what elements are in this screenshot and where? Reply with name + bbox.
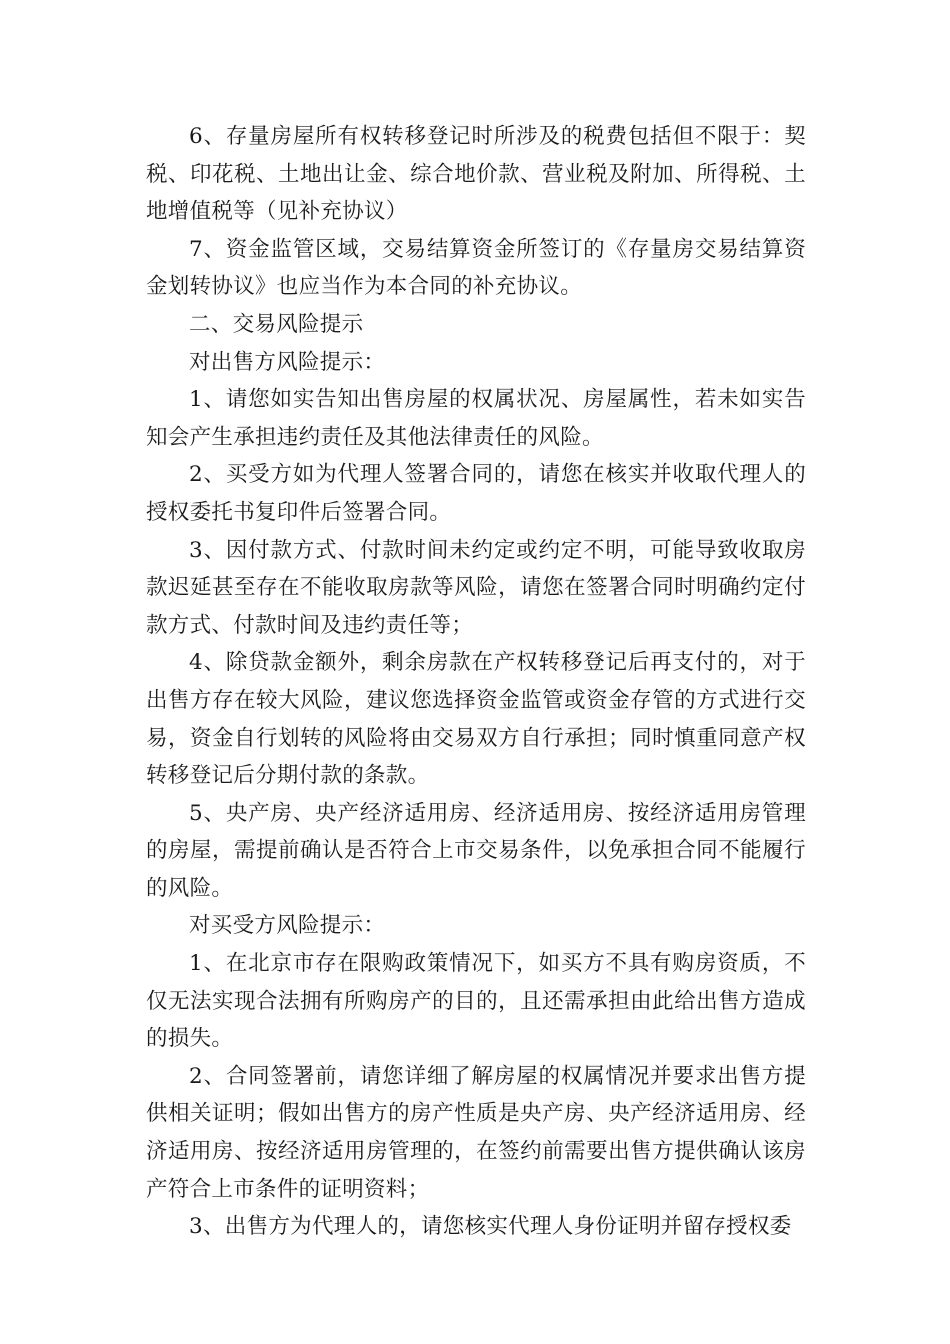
subheading-buyer-risk: 对买受方风险提示： <box>189 913 386 939</box>
buyer-risk-item-1: 1、在北京市存在限购政策情况下，如买方不具有购房资质，不仅无法实现合法拥有所购房产的目的，且还需承担由此给出售方造成的损失。 <box>146 951 806 1052</box>
paragraph-tax-clause: 6、存量房屋所有权转移登记时所涉及的税费包括但不限于：契税、印花税、土地出让金、综合地价款、营业税及附加、所得税、土地增值税等（见补充协议） <box>146 124 806 225</box>
seller-risk-item-4: 4、除贷款金额外，剩余房款在产权转移登记后再支付的，对于出售方存在较大风险，建议您选择资金监管或资金存管的方式进行交易，资金自行划转的风险将由交易双方自行承担；同时慎重同意产权转移登记后分期付款的条款。 <box>146 650 806 789</box>
subheading-seller-risk: 对出售方风险提示： <box>189 349 386 375</box>
document-body <box>146 118 806 1246</box>
seller-risk-item-3: 3、因付款方式、付款时间未约定或约定不明，可能导致收取房款迟延甚至存在不能收取房款等风险，请您在签署合同时明确约定付款方式、付款时间及违约责任等； <box>146 537 806 638</box>
section-heading-risk-notice: 二、交易风险提示 <box>189 311 364 337</box>
seller-risk-item-5: 5、央产房、央产经济适用房、经济适用房、按经济适用房管理的房屋，需提前确认是否符合上市交易条件，以免承担合同不能履行的风险。 <box>146 800 806 901</box>
buyer-risk-item-3: 3、出售方为代理人的，请您核实代理人身份证明并留存授权委 <box>189 1214 792 1240</box>
seller-risk-item-2: 2、买受方如为代理人签署合同的，请您在核实并收取代理人的授权委托书复印件后签署合同。 <box>146 462 806 525</box>
seller-risk-item-1: 1、请您如实告知出售房屋的权属状况、房屋属性，若未如实告知会产生承担违约责任及其他法律责任的风险。 <box>146 387 806 450</box>
buyer-risk-item-2: 2、合同签署前，请您详细了解房屋的权属情况并要求出售方提供相关证明；假如出售方的房产性质是央产房、央产经济适用房、经济适用房、按经济适用房管理的，在签约前需要出售方提供确认该房产符合上市条件的证明资料； <box>146 1063 806 1202</box>
paragraph-fund-supervision-clause: 7、资金监管区域，交易结算资金所签订的《存量房交易结算资金划转协议》也应当作为本合同的补充协议。 <box>146 236 806 300</box>
